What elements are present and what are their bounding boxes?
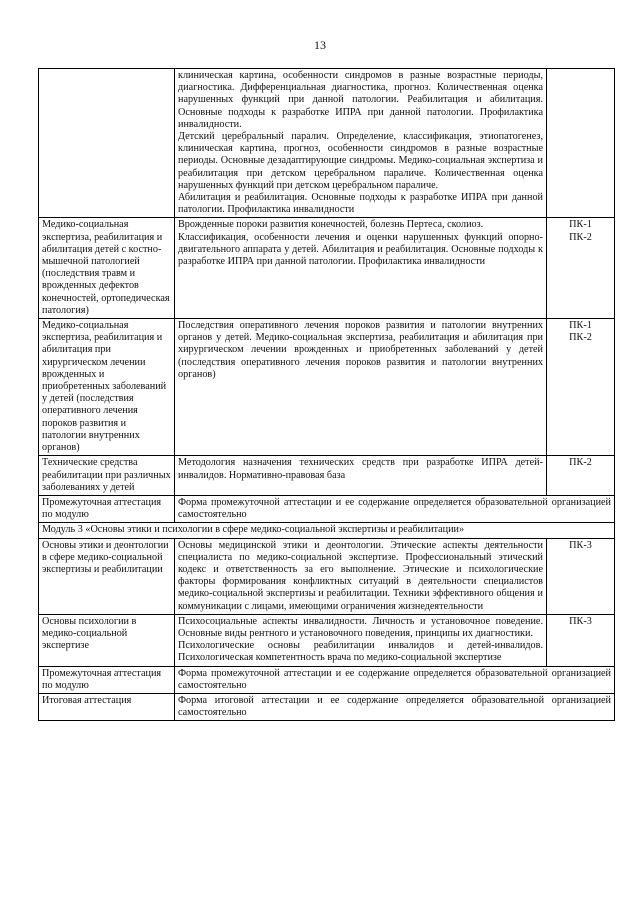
content-paragraph: Детский церебральный паралич. Определение, классификация, этиопатогенез, клиническая картина, прогноз, особенности синдромов в разные возрастные периоды. Основные дезадаптирующие синдромы. Медико-социальная экспертиза и реабилитация при детском церебральном параличе. Количественная оценка нарушенных функций при детском церебральном параличе. [178, 131, 543, 191]
table-row [39, 319, 615, 456]
competency-code: ПК-2 [569, 457, 592, 469]
content-paragraph: Последствия оперативного лечения пороков развития и патологии внутренних органов у детей. Медико-социальная экспертиза, реабилитация и абилитация при хирургическом лечении врожденных и приобретенных заболеваний у детей (последствия оперативного лечения пороков развития и патологии внутренних органов) [178, 320, 543, 380]
competency-code: ПК-2 [569, 231, 592, 243]
topic-content [175, 319, 547, 456]
topic-label: Основы психологии в медико-социальной экспертизе [39, 614, 175, 666]
topic-content: Форма промежуточной аттестации и ее содержание определяется образовательной организацией самостоятельно [175, 495, 615, 522]
topic-label: Технические средства реабилитации при различных заболеваниях у детей [39, 456, 175, 496]
competency-code: ПК-3 [569, 539, 592, 551]
topic-content [175, 538, 547, 614]
topic-content: Форма промежуточной аттестации и ее содержание определяется образовательной организацией самостоятельно [175, 666, 615, 693]
topic-label: Промежуточная аттестация по модулю [39, 495, 175, 522]
topic-label: Основы этики и деонтологии в сфере медико-социальной экспертизы и реабилитации [39, 538, 175, 614]
topic-label [39, 69, 175, 218]
table-row [39, 614, 615, 666]
competency-codes [547, 614, 615, 666]
topic-label: Промежуточная аттестация по модулю [39, 666, 175, 693]
table-row [39, 69, 615, 218]
competency-code: ПК-1 [569, 320, 592, 332]
topic-label: Медико-социальная экспертиза, реабилитация и абилитация при хирургическом лечении врожденных и приобретенных заболеваний у детей (последствия оперативного лечения пороков развития и патологии внутренних органов) [39, 319, 175, 456]
topic-content [175, 218, 547, 319]
topic-label: Медико-социальная экспертиза, реабилитация и абилитация детей с костно-мышечной патологией (последствия травм и врожденных дефектов конечностей, ортопедическая патология) [39, 218, 175, 319]
table-row [39, 523, 615, 538]
competency-code: ПК-2 [569, 332, 592, 344]
competency-codes [547, 69, 615, 218]
topic-content [175, 69, 547, 218]
module-heading: Модуль 3 «Основы этики и психологии в сфере медико-социальной экспертизы и реабилитации» [39, 523, 615, 538]
content-paragraph: Методология назначения технических средств при разработке ИПРА детей-инвалидов. Нормативно-правовая база [178, 457, 543, 481]
content-paragraph: Психологические основы реабилитации инвалидов и детей-инвалидов. Психологическая компетентность врача по медико-социальной экспертизе [178, 640, 543, 664]
table-row [39, 456, 615, 496]
content-paragraph: Врожденные пороки развития конечностей, болезнь Пертеса, сколиоз. [178, 219, 484, 231]
curriculum-table-body [39, 69, 615, 721]
content-paragraph: Классификация, особенности лечения и оценки нарушенных функций опорно-двигательного аппарата у детей. Абилитация и реабилитация. Основные подходы к разработке ИПРА при данной патологии. Профилактика инвалидности [178, 231, 543, 268]
competency-code: ПК-3 [569, 615, 592, 627]
content-paragraph: Психосоциальные аспекты инвалидности. Личность и установочное поведение. Основные виды рентного и установочного поведения, принципы их диагностики. [178, 615, 543, 639]
competency-codes [547, 218, 615, 319]
topic-content [175, 456, 547, 496]
table-row [39, 538, 615, 614]
page-number: 13 [314, 38, 326, 52]
topic-content [175, 614, 547, 666]
table-row [39, 218, 615, 319]
competency-code: ПК-1 [569, 219, 592, 231]
topic-label: Итоговая аттестация [39, 693, 175, 720]
table-row [39, 495, 615, 522]
content-paragraph: Основы медицинской этики и деонтологии. Этические аспекты деятельности специалиста по медико-социальной экспертизе. Профессиональный этический кодекс и ответственность за его выполнение. Этические и психологические факторы формирования конфликтных ситуаций в деятельности специалистов медико-социальной экспертизы и реабилитации. Техники эффективного общения и коммуникации с лицами, имеющими ограничения жизнедеятельности [178, 539, 543, 612]
competency-codes [547, 538, 615, 614]
content-paragraph: клиническая картина, особенности синдромов в разные возрастные периоды, диагностика. Дифференциальная диагностика, прогноз. Количественная оценка нарушенных функций при данной патологии. Реабилитация и абилитация. Основные подходы к разработке ИПРА при данной патологии. Профилактика инвалидности. [178, 70, 543, 130]
competency-codes [547, 319, 615, 456]
content-paragraph: Абилитация и реабилитация. Основные подходы к разработке ИПРА при данной патологии. Профилактика инвалидности [178, 192, 543, 216]
curriculum-table [38, 68, 615, 721]
topic-content: Форма итоговой аттестации и ее содержание определяется образовательной организацией самостоятельно [175, 693, 615, 720]
table-row [39, 693, 615, 720]
competency-codes [547, 456, 615, 496]
table-row [39, 666, 615, 693]
